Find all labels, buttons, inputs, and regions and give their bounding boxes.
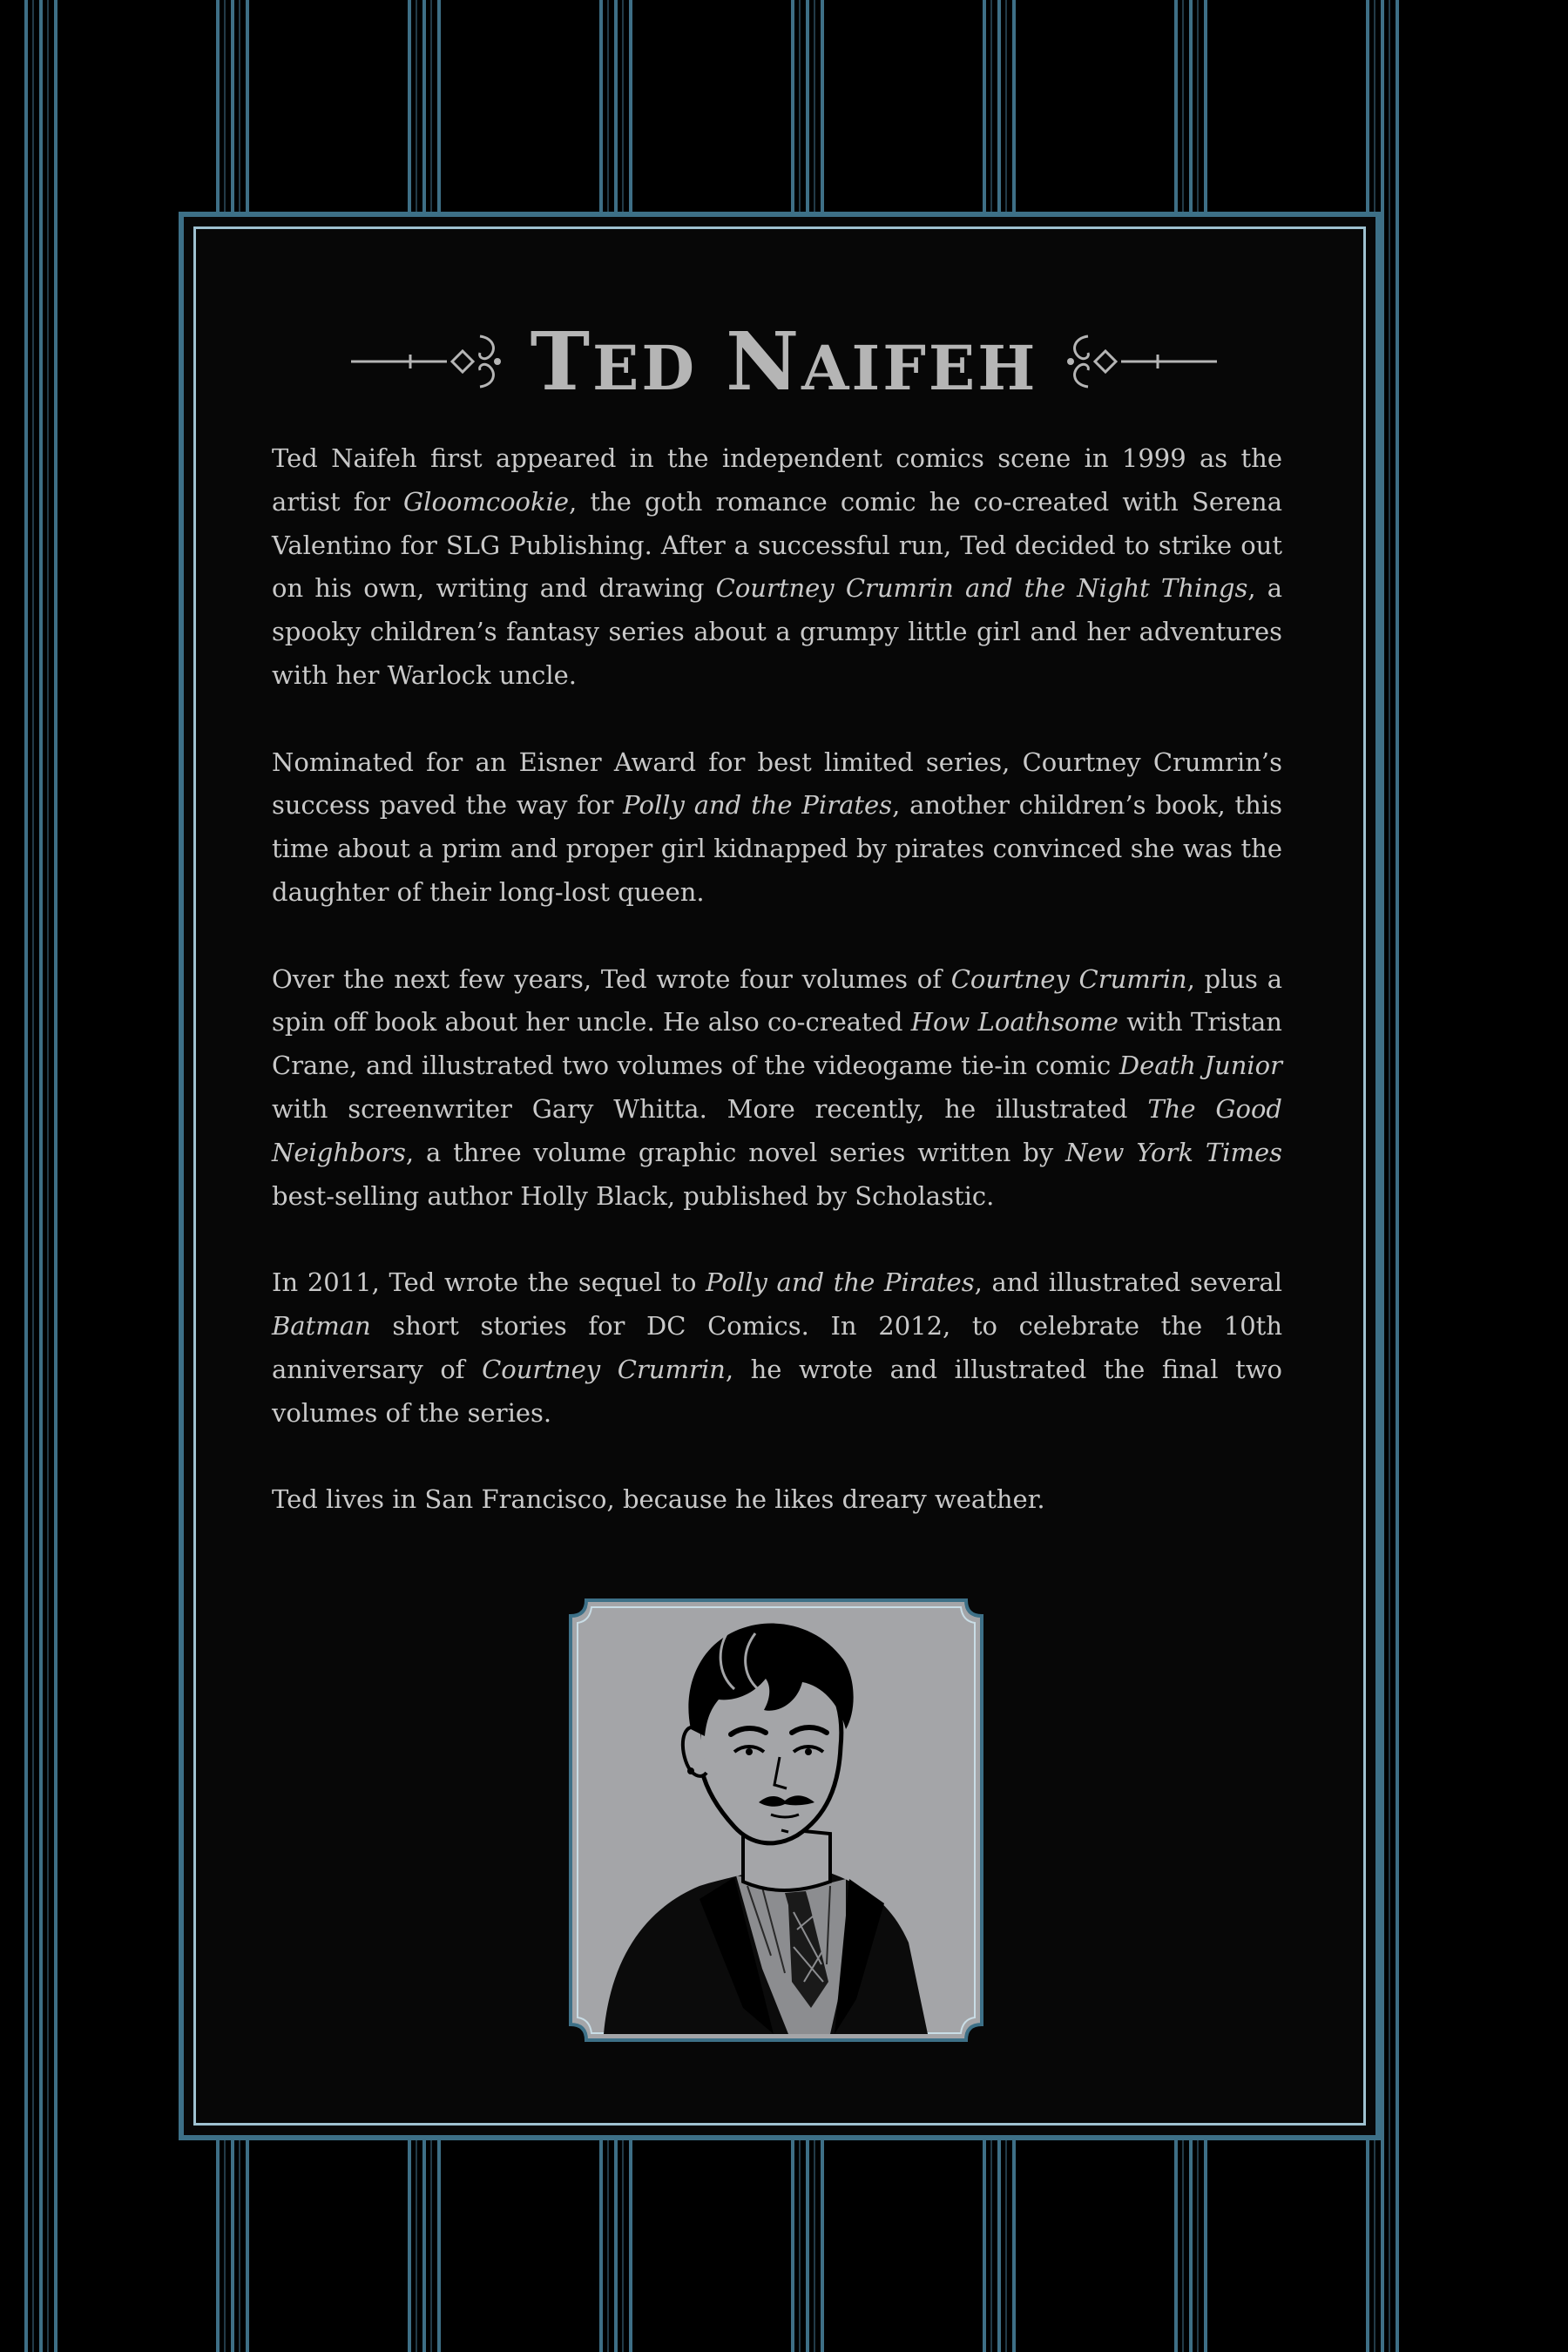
bio-text: , a spooky children’s fantasy series about a grumpy little girl and her adventures with her Warlock uncle. [272, 573, 1282, 690]
bio-title-italic: Courtney Crumrin [482, 1354, 726, 1384]
bio-text: , he wrote and illustrated the final two volumes of the series. [272, 1354, 1283, 1428]
bio-paragraph-1 [272, 437, 1282, 698]
bio-title-italic: Gloomcookie [403, 486, 570, 517]
bio-text: Over the next few years, Ted wrote four volumes of [272, 963, 951, 994]
bio-title-italic: Death Junior [1119, 1051, 1282, 1081]
bio-title-italic: New York Times [1065, 1137, 1282, 1167]
author-portrait [569, 1598, 983, 2042]
bio-paragraph-5 [272, 1478, 1282, 1522]
right-flourish-ornament-icon [1062, 331, 1219, 392]
bio-text: Ted Naifeh first appeared in the independent comics scene in 1999 as the artist for [272, 443, 1282, 517]
page-title [531, 314, 1038, 409]
bio-text: with Tristan Crane, and illustrated two volumes of the videogame tie-in comic [272, 1007, 1282, 1081]
bio-text: with screenwriter Gary Whitta. More recently, he illustrated [272, 1093, 1148, 1124]
bio-paragraph-4 [272, 1261, 1282, 1435]
title-initial-1: T [530, 314, 593, 409]
bio-text: , and illustrated several [974, 1267, 1282, 1298]
bio-title-italic: Courtney Crumrin and the Night Things [715, 573, 1248, 604]
bio-title-italic: How Loathsome [910, 1007, 1119, 1037]
bio-title-italic: Batman [272, 1310, 371, 1341]
bio-paragraph-2 [272, 741, 1282, 915]
bio-title-italic: Courtney Crumrin [950, 963, 1187, 994]
bio-title-italic: The Good Neighbors [272, 1093, 1282, 1167]
bio-text: , a three volume graphic novel series written by [405, 1137, 1066, 1167]
title-initial-2: N [726, 314, 802, 409]
title-rest-1: ED [592, 332, 698, 404]
title-row [0, 314, 1568, 409]
bio-text: In 2011, Ted wrote the sequel to [272, 1267, 706, 1298]
bio-text: , the goth romance comic he co-created with Serena Valentino for SLG Publishing. After a successful run, Ted decided to strike out on his own, writing and drawing [272, 486, 1283, 604]
bio-text: , another children’s book, this time about a prim and proper girl kidnapped by pirates convinced she was the daughter of their long-lost queen. [272, 790, 1282, 907]
bio-text: Ted lives in San Francisco, because he likes dreary weather. [272, 1484, 1045, 1515]
bio-text: Nominated for an Eisner Award for best limited series, Courtney Crumrin’s success paved the way for [272, 747, 1282, 821]
title-rest-2: AIFEH [801, 332, 1038, 404]
bio-text: , plus a spin off book about her uncle. He also co-created [272, 963, 1282, 1037]
bio-text: best-selling author Holly Black, published by Scholastic. [272, 1180, 995, 1211]
bio-title-italic: Polly and the Pirates [706, 1267, 975, 1298]
bio-title-italic: Polly and the Pirates [623, 790, 893, 821]
bio-paragraph-3 [272, 958, 1282, 1219]
left-flourish-ornament-icon [349, 331, 506, 392]
biography-text [272, 437, 1282, 1565]
bio-text: short stories for DC Comics. In 2012, to celebrate the 10th anniversary of [272, 1310, 1282, 1384]
